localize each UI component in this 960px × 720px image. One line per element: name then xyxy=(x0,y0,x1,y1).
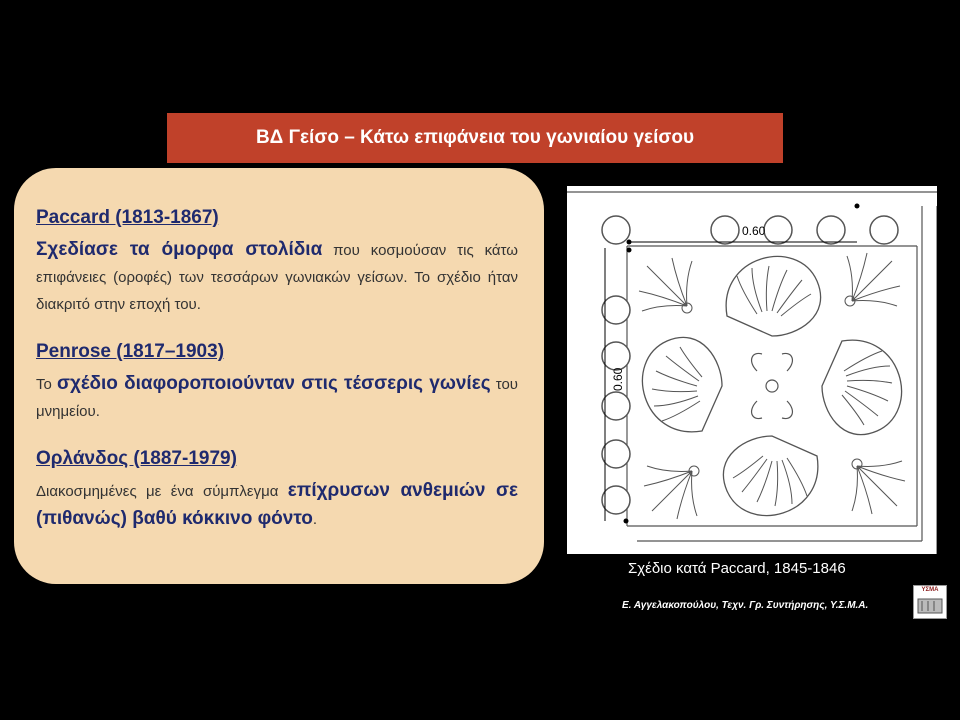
section-body xyxy=(36,477,518,533)
logo-text: ΥΣΜΑ xyxy=(921,587,939,593)
scroll xyxy=(782,401,792,419)
gutta-circle xyxy=(602,440,630,468)
dimension-dot xyxy=(624,519,629,524)
body-text: που κοσμούσαν τις κάτω επιφάνειες (οροφές) των τεσσάρων γωνιακών γείσων. Το σχέδιο ήταν διακριτό στην εποχή του. xyxy=(36,242,518,313)
text-panel xyxy=(14,168,544,584)
gutta-circle xyxy=(602,296,630,324)
dimension-dot xyxy=(627,240,632,245)
dimension-dot xyxy=(855,204,860,209)
section-heading: Ορλάνδος (1887-1979) xyxy=(36,448,237,469)
dimension-dot xyxy=(627,248,632,253)
palmette-leaf xyxy=(647,266,687,306)
gutta-circle xyxy=(602,342,630,370)
body-text: Το xyxy=(36,376,57,393)
slide-title: ΒΔ Γείσο – Κάτω επιφάνεια του γωνιαίου γείσου xyxy=(255,127,695,148)
palmette-leaf xyxy=(642,306,687,311)
palmette-leaf xyxy=(781,294,811,316)
figure-caption: Σχέδιο κατά Paccard, 1845-1846 xyxy=(628,560,846,577)
gutta-circle xyxy=(870,216,898,244)
author-credit: Ε. Αγγελακοπούλου, Τεχν. Γρ. Συντήρησης, Υ.Σ.Μ.Α. xyxy=(622,600,869,611)
section-heading: Paccard (1813-1867) xyxy=(36,207,219,228)
gutta-circle xyxy=(711,216,739,244)
slide-title-bar xyxy=(167,113,783,163)
palmette-leaf xyxy=(766,266,769,311)
palmette-leaf xyxy=(772,270,787,311)
center-rosette xyxy=(766,380,778,392)
dimension-label-horizontal: 0.60 xyxy=(742,224,766,238)
emphasis-text: Σχεδίασε τα όμορφα στολίδια xyxy=(36,239,323,260)
ornament-drawing-svg xyxy=(567,186,937,554)
section-heading: Penrose (1817–1903) xyxy=(36,341,225,362)
scroll xyxy=(782,353,792,371)
gutta-circle xyxy=(602,486,630,514)
palmette-leaf xyxy=(737,276,757,314)
gutta-circle xyxy=(817,216,845,244)
section-penrose xyxy=(36,340,518,425)
section-body xyxy=(36,370,518,425)
section-orlandos xyxy=(36,447,518,533)
palmette-leaf xyxy=(752,268,762,312)
body-text: . xyxy=(312,511,318,528)
emphasis-text: επίχρυσων ανθεμιών σε (πιθανώς) βαθύ κόκκινο φόντο xyxy=(36,480,518,529)
logo-graphic xyxy=(914,595,946,619)
gutta-circle xyxy=(764,216,792,244)
ysma-logo xyxy=(913,585,947,619)
dimension-label-vertical: 0.60 xyxy=(611,367,625,391)
scroll xyxy=(752,401,762,419)
gutta-circle xyxy=(602,392,630,420)
body-text: του μνημείου. xyxy=(36,376,518,420)
emphasis-text: σχέδιο διαφοροποιούνταν στις τέσσερις γωνίες xyxy=(56,373,491,394)
gutta-circle xyxy=(602,216,630,244)
section-body xyxy=(36,236,518,318)
body-text: Διακοσμημένες με ένα σύμπλεγμα xyxy=(36,483,288,500)
ornament-drawing xyxy=(567,186,937,554)
scroll xyxy=(752,353,762,371)
section-paccard xyxy=(36,206,518,318)
palmette-leaf xyxy=(687,261,692,306)
